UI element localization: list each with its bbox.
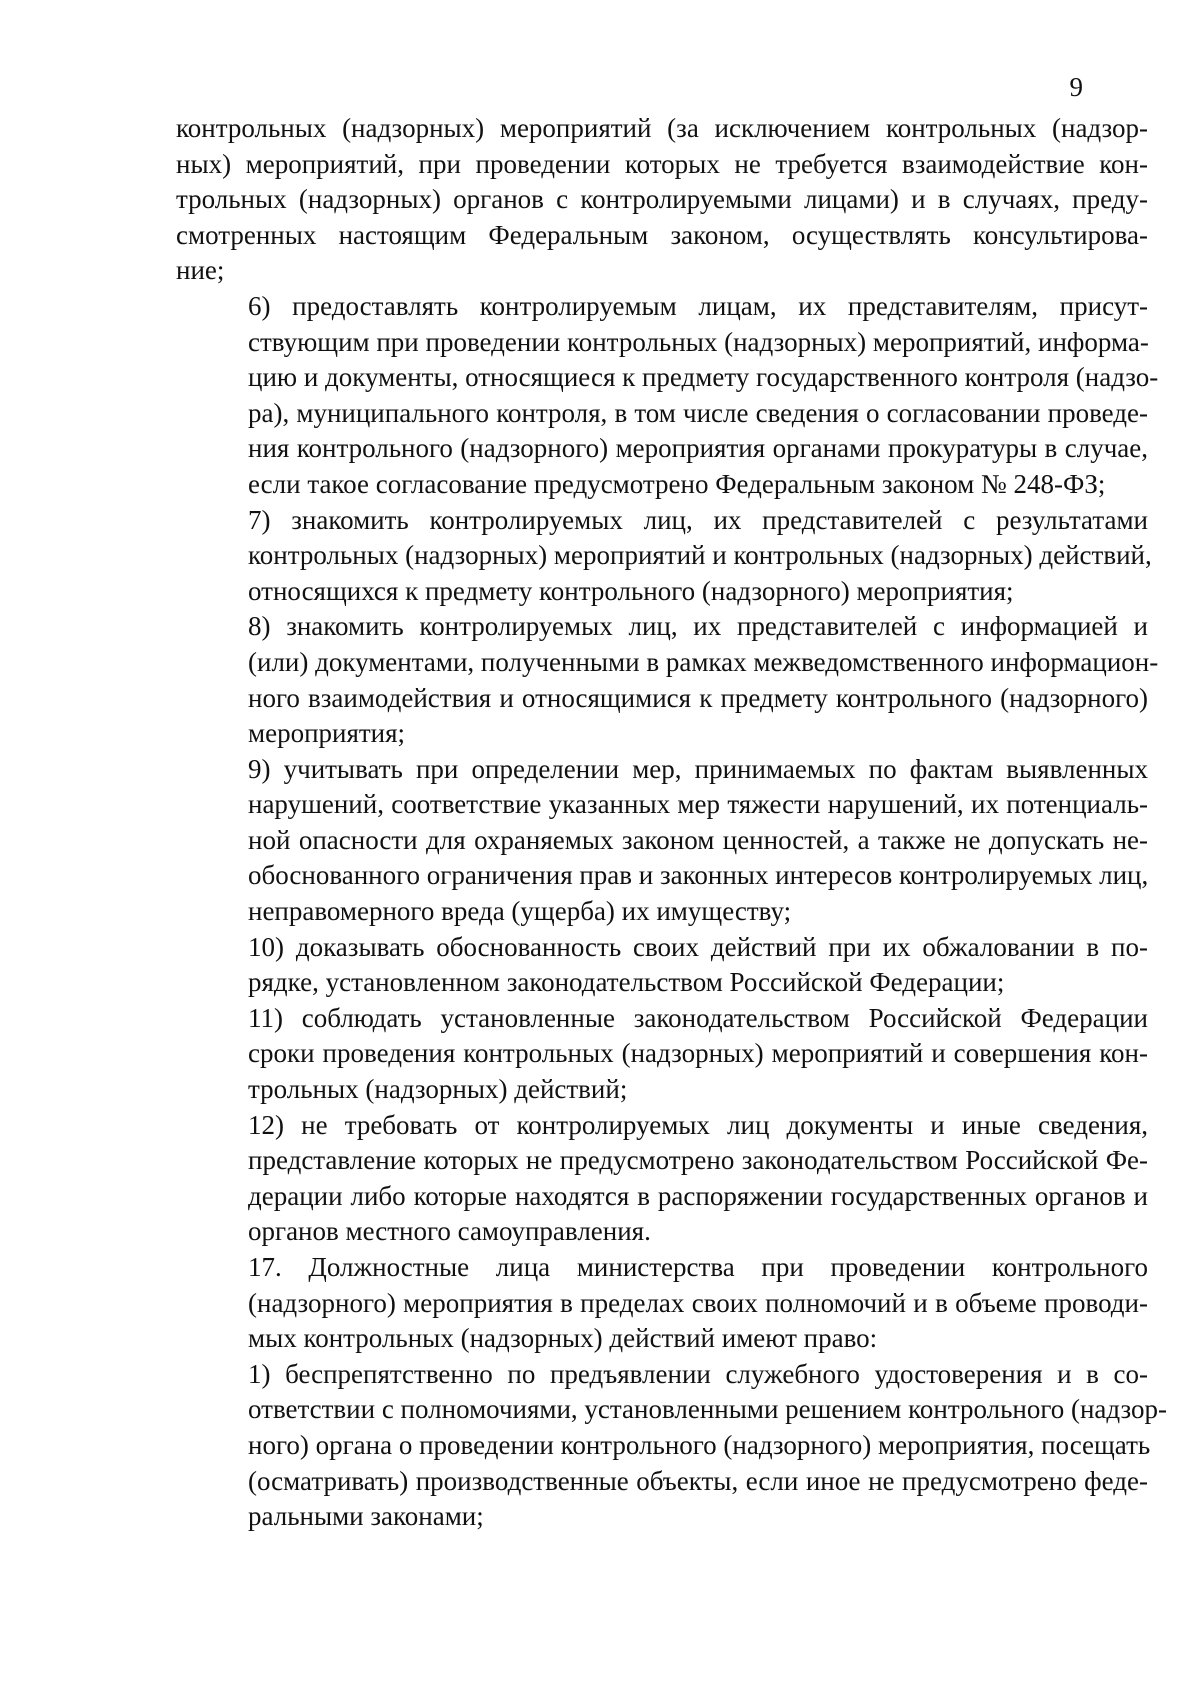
text-line: 9) учитывать при определении мер, принимаемых по фактам выявленных	[248, 753, 1148, 784]
paragraph	[176, 930, 1148, 1001]
paragraph	[176, 289, 1159, 503]
text-line: обоснованного ограничения прав и законных интересов контролируемых лиц,	[248, 860, 1149, 891]
text-line: (или) документами, полученными в рамках межведомственного информацион-	[248, 646, 1159, 677]
paragraph	[176, 1001, 1148, 1108]
text-line: (осматривать) производственные объекты, если иное не предусмотрено феде-	[248, 1465, 1148, 1496]
text-line: мых контрольных (надзорных) действий имеют право:	[248, 1323, 878, 1354]
text-line: (надзорного) мероприятия в пределах своих полномочий и в объеме проводи-	[248, 1287, 1148, 1318]
text-line: если такое согласование предусмотрено Федеральным законом № 248-ФЗ;	[248, 468, 1106, 499]
text-line: дерации либо которые находятся в распоряжении государственных органов и	[248, 1180, 1148, 1211]
paragraph	[176, 503, 1152, 610]
text-line: рядке, установленном законодательством Российской Федерации;	[248, 967, 1005, 998]
text-line: 17. Должностные лица министерства при проведении контрольного	[248, 1252, 1148, 1282]
text-line: ответствии с полномочиями, установленными решением контрольного (надзор-	[248, 1394, 1167, 1425]
text-line: ной опасности для охраняемых законом ценностей, а также не допускать не-	[248, 824, 1148, 855]
text-line: 8) знакомить контролируемых лиц, их представителей с информацией и	[248, 611, 1148, 642]
text-line: 10) доказывать обоснованность своих действий при их обжаловании в по-	[248, 931, 1148, 962]
text-line: относящихся к предмету контрольного (надзорного) мероприятия;	[248, 575, 1014, 606]
text-line: сроки проведения контрольных (надзорных) мероприятий и совершения кон-	[248, 1038, 1148, 1069]
text-line: мероприятия;	[248, 718, 406, 749]
text-line: представление которых не предусмотрено законодательством Российской Фе-	[248, 1145, 1148, 1176]
text-line: контрольных (надзорных) мероприятий и контрольных (надзорных) действий,	[248, 540, 1152, 571]
paragraph	[176, 752, 1148, 930]
text-line: смотренных настоящим Федеральным законом, осуществлять консультирова-	[176, 219, 1148, 250]
text-line: ние;	[176, 255, 225, 286]
paragraph	[176, 111, 1148, 289]
text-line: ного взаимодействия и относящимися к предмету контрольного (надзорного)	[248, 682, 1148, 713]
page-number: 9	[1069, 72, 1083, 102]
text-line: 7) знакомить контролируемых лиц, их представителей с результатами	[248, 504, 1148, 535]
text-line: 12) не требовать от контролируемых лиц документы и иные сведения,	[248, 1109, 1148, 1140]
text-line: 11) соблюдать установленные законодательством Российской Федерации	[248, 1002, 1148, 1033]
text-line: ного) органа о проведении контрольного (надзорного) мероприятия, посещать	[248, 1429, 1151, 1460]
text-line: нарушений, соответствие указанных мер тяжести нарушений, их потенциаль-	[248, 789, 1148, 820]
paragraph	[176, 1250, 1148, 1357]
text-line: 6) предоставлять контролируемым лицам, их представителям, присут-	[248, 290, 1148, 321]
text-line: ных) мероприятий, при проведении которых не требуется взаимодействие кон-	[176, 148, 1148, 179]
text-line: трольных (надзорных) действий;	[248, 1074, 628, 1105]
text-line: 1) беспрепятственно по предъявлении служебного удостоверения и в со-	[248, 1358, 1148, 1389]
paragraph	[176, 1108, 1148, 1250]
text-line: ния контрольного (надзорного) мероприятия органами прокуратуры в случае,	[248, 433, 1148, 464]
text-line: трольных (надзорных) органов с контролируемыми лицами) и в случаях, преду-	[176, 184, 1148, 215]
paragraph	[176, 1357, 1167, 1535]
text-line: органов местного самоуправления.	[248, 1216, 651, 1247]
text-line: цию и документы, относящиеся к предмету государственного контроля (надзо-	[248, 362, 1159, 393]
text-line: ствующим при проведении контрольных (надзорных) мероприятий, информа-	[248, 326, 1149, 357]
text-line: контрольных (надзорных) мероприятий (за исключением контрольных (надзор-	[176, 113, 1148, 143]
text-line: ральными законами;	[248, 1501, 484, 1532]
text-line: ра), муниципального контроля, в том числе сведения о согласовании проведе-	[248, 397, 1148, 428]
paragraph	[176, 609, 1159, 751]
text-line: неправомерного вреда (ущерба) их имуществу;	[248, 896, 792, 927]
document-body	[176, 111, 1167, 1535]
